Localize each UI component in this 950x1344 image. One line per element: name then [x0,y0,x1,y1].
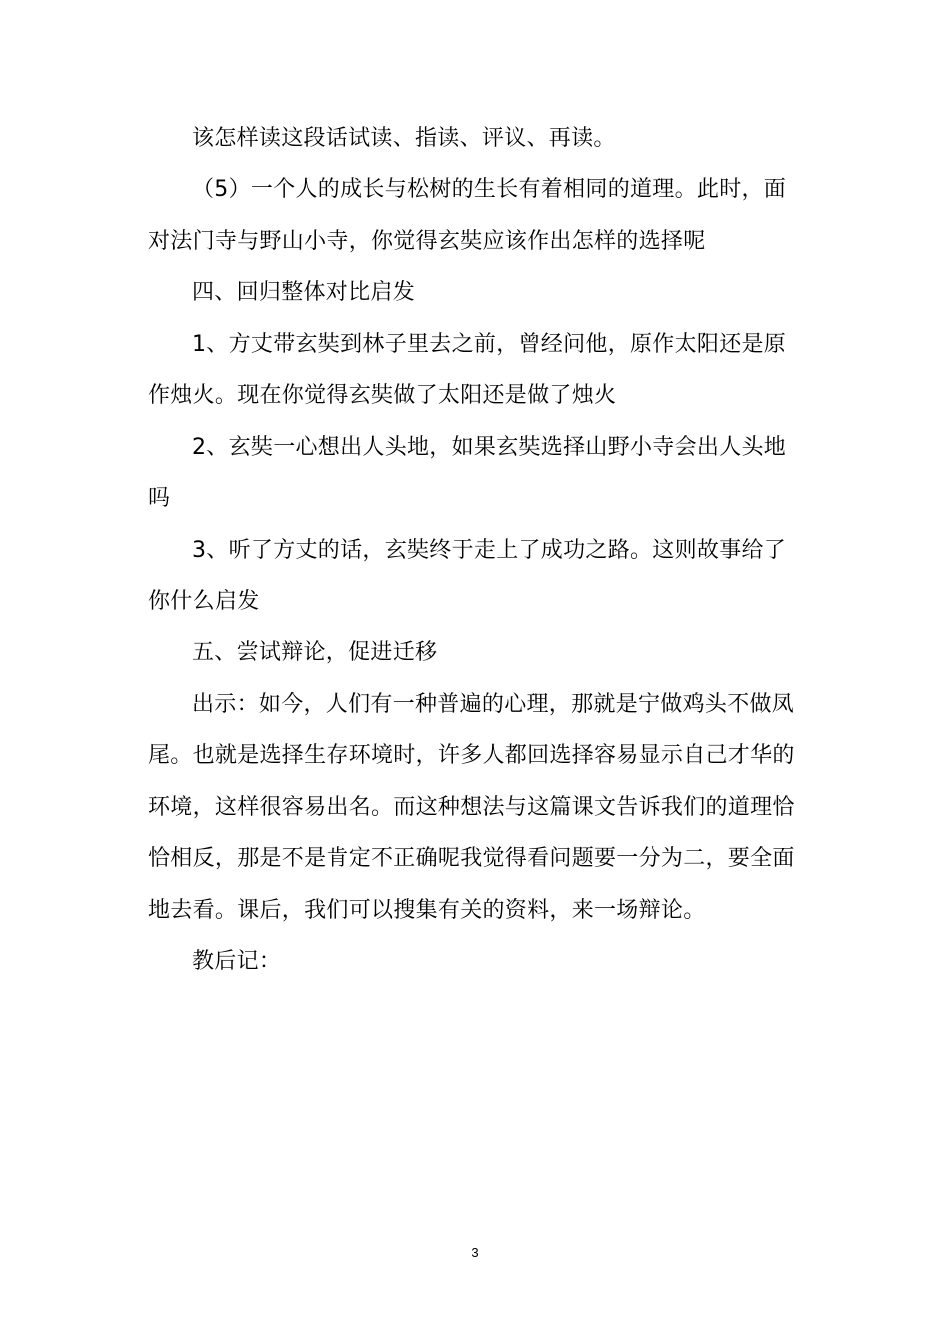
paragraph-line: 地去看。课后，我们可以搜集有关的资料，来一场辩论。 [148,898,706,923]
paragraph-line: 1、方丈带玄奘到林子里去之前，曾经问他，原作太阳还是原 [192,332,787,357]
paragraph-line: 吗 [148,486,171,511]
paragraph-line: 作烛火。现在你觉得玄奘做了太阳还是做了烛火 [148,383,617,408]
paragraph-line: 尾。也就是选择生存环境时，许多人都回选择容易显示自己才华的 [148,743,795,768]
paragraph-line: 环境，这样很容易出名。而这种想法与这篇课文告诉我们的道理恰 [148,795,795,820]
paragraph-line: 出示：如今，人们有一种普遍的心理，那就是宁做鸡头不做凤 [192,692,795,717]
section-heading: 五、尝试辩论，促进迁移 [192,640,438,665]
section-heading: 教后记： [192,949,282,974]
paragraph-line: 该怎样读这段话试读、指读、评议、再读。 [192,126,616,151]
paragraph-line: 2、玄奘一心想出人头地，如果玄奘选择山野小寺会出人头地 [192,435,787,460]
paragraph-line: 3、听了方丈的话，玄奘终于走上了成功之路。这则故事给了 [192,538,787,563]
page-number: 3 [471,1245,479,1260]
paragraph-line: 恰相反，那是不是肯定不正确呢我觉得看问题要一分为二，要全面 [148,846,795,871]
paragraph-line: （5）一个人的成长与松树的生长有着相同的道理。此时，面 [192,177,787,202]
paragraph-line: 对法门寺与野山小寺，你觉得玄奘应该作出怎样的选择呢 [148,229,706,254]
section-heading: 四、回归整体对比启发 [192,280,416,305]
paragraph-line: 你什么启发 [148,589,260,614]
